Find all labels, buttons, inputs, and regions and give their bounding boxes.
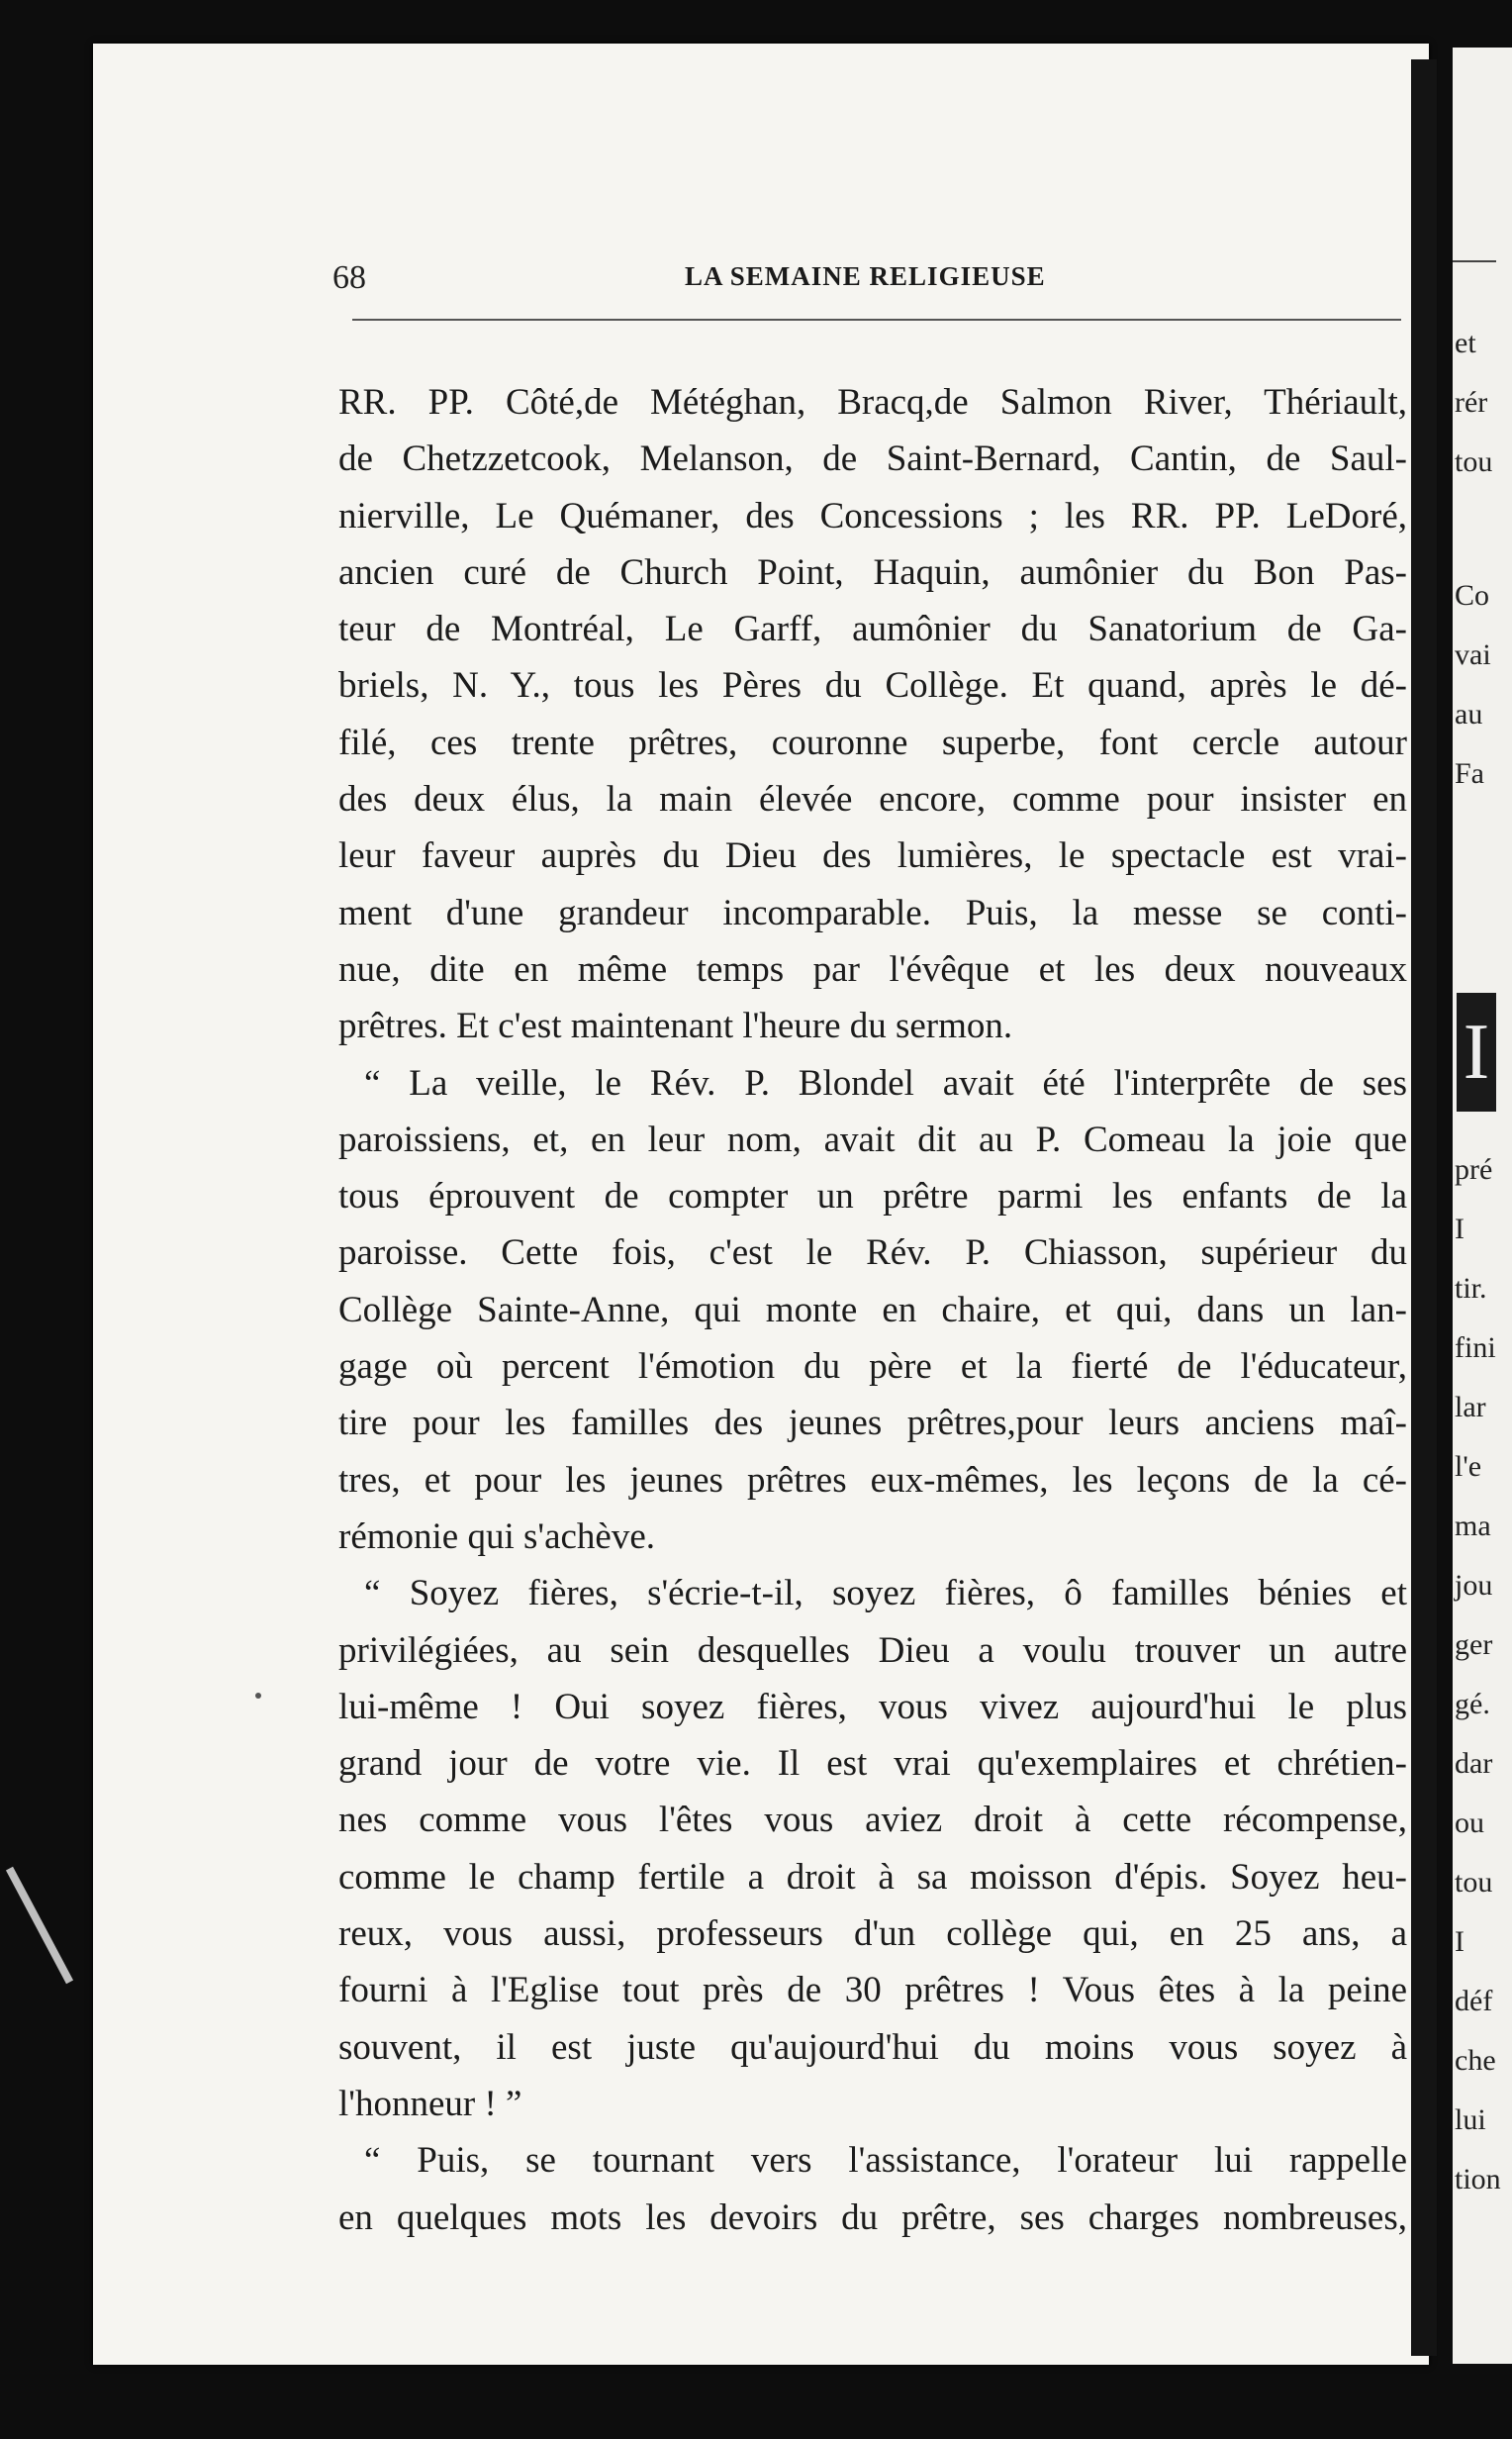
adjacent-page-fragment: vai [1455, 638, 1491, 671]
body-text [338, 374, 1407, 2246]
adjacent-page-fragment: Fa [1455, 757, 1484, 790]
adjacent-page-rule [1453, 260, 1496, 262]
text-line: souvent, il est juste qu'aujourd'hui du moins vous soyez à [338, 2026, 1407, 2068]
book-spine [1411, 59, 1437, 2356]
text-line: leur faveur auprès du Dieu des lumières, le spectacle est vrai- [338, 835, 1407, 877]
adjacent-page-fragment: ger [1455, 1628, 1493, 1661]
text-line: briels, N. Y., tous les Pères du Collège. Et quand, après le dé- [338, 665, 1407, 707]
text-line: tous éprouvent de compter un prêtre parmi les enfants de la [338, 1176, 1407, 1218]
text-line: lui-même ! Oui soyez fières, vous vivez aujourd'hui le plus [338, 1686, 1407, 1727]
adjacent-page-fragment: I [1455, 1925, 1465, 1958]
text-line: reux, vous aussi, professeurs d'un collège qui, en 25 ans, a [338, 1913, 1407, 1955]
adjacent-page-fragment: l'e [1455, 1450, 1482, 1483]
header-rule [352, 319, 1401, 321]
text-line: paroisse. Cette fois, c'est le Rév. P. Chiasson, supérieur du [338, 1232, 1407, 1274]
adjacent-page-fragment: au [1455, 698, 1483, 731]
adjacent-page [1453, 48, 1512, 2364]
text-line: l'honneur ! ” [338, 2083, 522, 2124]
adjacent-page-fragment: ma [1455, 1510, 1491, 1542]
adjacent-page-fragment: pré [1455, 1153, 1493, 1186]
text-line: Collège Sainte-Anne, qui monte en chaire, et qui, dans un lan- [338, 1289, 1407, 1330]
running-title: LA SEMAINE RELIGIEUSE [685, 261, 1046, 291]
text-line: gage où percent l'émotion du père et la fierté de l'éducateur, [338, 1346, 1407, 1388]
page-number: 68 [332, 259, 366, 296]
text-line: grand jour de votre vie. Il est vrai qu'exemplaires et chrétien- [338, 1743, 1407, 1785]
text-line: “ Puis, se tournant vers l'assistance, l'orateur lui rappelle [364, 2140, 1407, 2182]
adjacent-page-fragment: I [1455, 1213, 1465, 1245]
adjacent-page-fragment: jou [1455, 1569, 1493, 1602]
text-line: “ La veille, le Rév. P. Blondel avait été l'interprête de ses [364, 1062, 1407, 1104]
adjacent-page-fragment: gé. [1455, 1688, 1490, 1720]
page-header [332, 259, 1401, 299]
adjacent-page-initial: I [1457, 993, 1496, 1112]
adjacent-page-fragment: lar [1455, 1391, 1486, 1423]
adjacent-page-fragment: lui [1455, 2103, 1486, 2136]
text-line: en quelques mots les devoirs du prêtre, ses charges nombreuses, [338, 2196, 1407, 2238]
adjacent-page-fragment: et [1455, 327, 1476, 359]
adjacent-page-fragment: Co [1455, 579, 1490, 612]
text-line: comme le champ fertile a droit à sa moisson d'épis. Soyez heu- [338, 1856, 1407, 1898]
text-line: fourni à l'Eglise tout près de 30 prêtres ! Vous êtes à la peine [338, 1970, 1407, 2011]
text-line: “ Soyez fières, s'écrie-t-il, soyez fières, ô familles bénies et [364, 1573, 1407, 1614]
adjacent-page-fragment: rér [1455, 386, 1488, 419]
edge-mark [6, 1867, 73, 1985]
adjacent-page-fragment: ou [1455, 1806, 1484, 1839]
adjacent-page-fragment: fini [1455, 1331, 1496, 1364]
text-line: des deux élus, la main élevée encore, comme pour insister en [338, 779, 1407, 821]
text-line: teur de Montréal, Le Garff, aumônier du Sanatorium de Ga- [338, 609, 1407, 650]
adjacent-page-fragment: tir. [1455, 1272, 1487, 1305]
text-line: tres, et pour les jeunes prêtres eux-mêmes, les leçons de la cé- [338, 1459, 1407, 1501]
text-line: privilégiées, au sein desquelles Dieu a voulu trouver un autre [338, 1629, 1407, 1671]
adjacent-page-fragment: tou [1455, 445, 1493, 478]
adjacent-page-fragment: tion [1455, 2163, 1501, 2195]
text-line: RR. PP. Côté,de Météghan, Bracq,de Salmon River, Thériault, [338, 382, 1407, 423]
text-line: nes comme vous l'êtes vous aviez droit à cette récompense, [338, 1800, 1407, 1841]
adjacent-page-fragment: déf [1455, 1985, 1493, 2017]
text-line: rémonie qui s'achève. [338, 1515, 656, 1557]
speck [255, 1693, 261, 1699]
text-line: ment d'une grandeur incomparable. Puis, la messe se conti- [338, 892, 1407, 933]
adjacent-page-fragment: che [1455, 2044, 1496, 2077]
text-line: filé, ces trente prêtres, couronne superbe, font cercle autour [338, 722, 1407, 763]
text-line: paroissiens, et, en leur nom, avait dit au P. Comeau la joie que [338, 1119, 1407, 1160]
text-line: tire pour les familles des jeunes prêtres,pour leurs anciens maî- [338, 1403, 1407, 1444]
text-line: nierville, Le Quémaner, des Concessions ; les RR. PP. LeDoré, [338, 495, 1407, 537]
adjacent-page-fragment: dar [1455, 1747, 1493, 1780]
text-line: de Chetzzetcook, Melanson, de Saint-Bernard, Cantin, de Saul- [338, 439, 1407, 480]
text-line: prêtres. Et c'est maintenant l'heure du sermon. [338, 1006, 1013, 1047]
adjacent-page-fragment: tou [1455, 1866, 1493, 1899]
text-line: nue, dite en même temps par l'évêque et les deux nouveaux [338, 948, 1407, 990]
text-line: ancien curé de Church Point, Haquin, aumônier du Bon Pas- [338, 551, 1407, 593]
